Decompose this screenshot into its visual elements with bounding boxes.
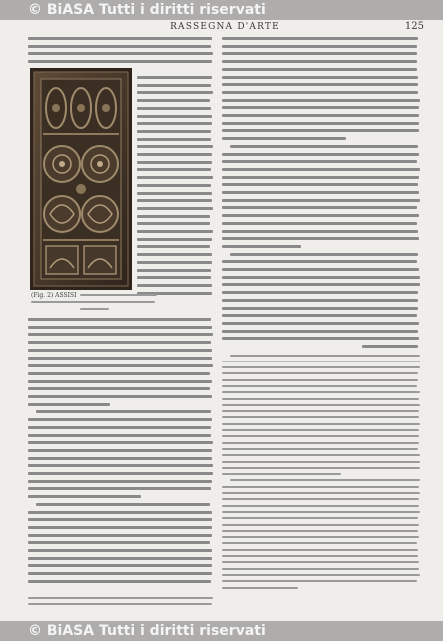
text-line — [28, 487, 211, 490]
text-line — [222, 549, 418, 551]
text-line — [222, 505, 419, 507]
text-line — [28, 333, 213, 336]
text-line — [137, 261, 212, 264]
text-line — [222, 222, 417, 225]
text-line — [222, 542, 417, 544]
text-line — [137, 153, 212, 156]
text-line — [137, 222, 210, 225]
text-line — [222, 91, 418, 94]
text-line — [222, 372, 418, 374]
text-line — [28, 37, 212, 40]
text-line — [28, 557, 212, 560]
text-line — [137, 122, 212, 125]
text-line — [28, 457, 212, 460]
text-line — [222, 580, 417, 582]
text-line — [28, 52, 213, 55]
text-line — [28, 495, 141, 498]
text-line — [222, 423, 420, 425]
text-line — [222, 391, 420, 393]
text-line — [137, 215, 210, 218]
text-line — [230, 479, 420, 481]
text-line — [36, 503, 210, 506]
text-line — [222, 37, 418, 40]
text-line — [222, 245, 301, 248]
text-line — [28, 341, 211, 344]
text-line — [222, 191, 419, 194]
text-line — [222, 314, 417, 317]
text-line — [222, 153, 419, 156]
text-line — [222, 492, 420, 494]
text-line — [28, 403, 110, 406]
text-line — [222, 587, 298, 589]
text-line — [137, 238, 212, 241]
text-line — [222, 486, 419, 488]
text-line — [222, 366, 420, 368]
text-line — [222, 337, 419, 340]
text-line — [28, 464, 213, 467]
text-line — [222, 330, 418, 333]
text-line — [28, 434, 211, 437]
text-line — [80, 294, 157, 296]
text-line — [28, 45, 211, 48]
text-line — [28, 349, 212, 352]
text-line — [28, 318, 211, 321]
text-line — [222, 429, 419, 431]
text-line — [28, 426, 211, 429]
text-line — [222, 199, 420, 202]
text-line — [222, 99, 420, 102]
text-line — [137, 269, 211, 272]
text-line — [137, 245, 210, 248]
text-line — [28, 395, 212, 398]
text-line — [222, 398, 419, 400]
text-line — [222, 122, 419, 125]
text-line — [222, 206, 417, 209]
text-line — [28, 449, 212, 452]
text-line — [222, 168, 420, 171]
text-line — [28, 572, 212, 575]
text-line — [222, 45, 417, 48]
text-line — [137, 84, 211, 87]
text-line — [222, 176, 419, 179]
text-line — [28, 603, 212, 605]
text-line — [137, 276, 211, 279]
text-line — [222, 291, 418, 294]
text-line — [28, 580, 211, 583]
watermark-banner-top: © BiASA Tutti i diritti riservati — [0, 0, 443, 20]
text-line — [222, 473, 341, 475]
text-line — [80, 308, 109, 310]
text-line — [222, 106, 419, 109]
text-line — [31, 301, 155, 303]
text-line — [230, 355, 420, 357]
text-line — [137, 138, 211, 141]
text-line — [222, 568, 419, 570]
text-line — [222, 60, 417, 63]
text-line — [137, 91, 213, 94]
text-line — [28, 387, 210, 390]
text-line — [137, 76, 212, 79]
text-line — [222, 517, 418, 519]
text-line — [28, 564, 212, 567]
text-line — [28, 480, 212, 483]
text-line — [137, 230, 213, 233]
text-line — [137, 115, 212, 118]
text-line — [222, 137, 346, 140]
text-line — [222, 160, 417, 163]
text-line — [222, 307, 418, 310]
text-line — [222, 467, 420, 469]
text-line — [222, 114, 419, 117]
text-line — [28, 357, 212, 360]
text-line — [28, 526, 212, 529]
text-line — [28, 60, 212, 63]
text-line — [28, 511, 212, 514]
text-line — [28, 518, 212, 521]
text-line — [222, 268, 419, 271]
text-line — [28, 441, 213, 444]
text-line — [222, 574, 420, 576]
figure-caption: (Fig. 2) ASSISI — [31, 292, 77, 299]
text-line — [28, 372, 210, 375]
text-line — [222, 561, 419, 563]
text-line — [222, 416, 419, 418]
text-line — [28, 541, 210, 544]
text-line — [222, 52, 417, 55]
text-line — [222, 404, 420, 406]
text-line — [222, 379, 418, 381]
text-line — [222, 276, 420, 279]
text-line — [222, 237, 419, 240]
text-line — [222, 68, 417, 71]
text-line — [222, 524, 419, 526]
text-line — [137, 207, 213, 210]
text-line — [222, 299, 418, 302]
text-line — [137, 161, 212, 164]
text-line — [222, 83, 418, 86]
text-line — [222, 454, 420, 456]
text-line — [222, 511, 420, 513]
page-number: 125 — [404, 21, 424, 32]
text-line — [137, 184, 211, 187]
text-line — [28, 549, 212, 552]
text-line — [222, 129, 419, 132]
text-line — [137, 145, 213, 148]
text-line — [28, 597, 213, 599]
text-line — [28, 364, 213, 367]
text-line — [222, 183, 418, 186]
text-line — [222, 410, 419, 412]
watermark-banner-bottom: © BiASA Tutti i diritti riservati — [0, 621, 443, 641]
text-line — [230, 145, 418, 148]
text-line — [362, 345, 418, 348]
text-line — [137, 192, 212, 195]
text-line — [28, 534, 212, 537]
text-line — [222, 555, 418, 557]
text-line — [137, 130, 211, 133]
text-line — [222, 442, 419, 444]
text-line — [36, 410, 211, 413]
text-line — [137, 168, 211, 171]
figure-carved-panel-image — [30, 68, 132, 290]
text-line — [222, 448, 418, 450]
text-line — [222, 385, 417, 387]
text-line — [137, 253, 212, 256]
text-line — [222, 461, 420, 463]
running-header-title: RASSEGNA D'ARTE — [170, 22, 280, 32]
footnote-separator — [222, 361, 420, 362]
text-line — [222, 214, 419, 217]
text-line — [222, 76, 418, 79]
text-line — [28, 472, 213, 475]
text-line — [28, 418, 212, 421]
text-line — [137, 99, 210, 102]
text-line — [137, 107, 211, 110]
text-line — [230, 253, 418, 256]
text-line — [137, 284, 212, 287]
text-line — [137, 199, 212, 202]
text-line — [222, 283, 420, 286]
text-line — [28, 380, 212, 383]
text-line — [222, 322, 419, 325]
carved-panel-icon — [30, 68, 132, 290]
text-line — [28, 326, 212, 329]
text-line — [222, 536, 419, 538]
text-line — [222, 530, 418, 532]
text-line — [137, 176, 213, 179]
text-line — [222, 435, 419, 437]
text-line — [222, 260, 417, 263]
text-line — [222, 230, 418, 233]
text-line — [222, 498, 419, 500]
